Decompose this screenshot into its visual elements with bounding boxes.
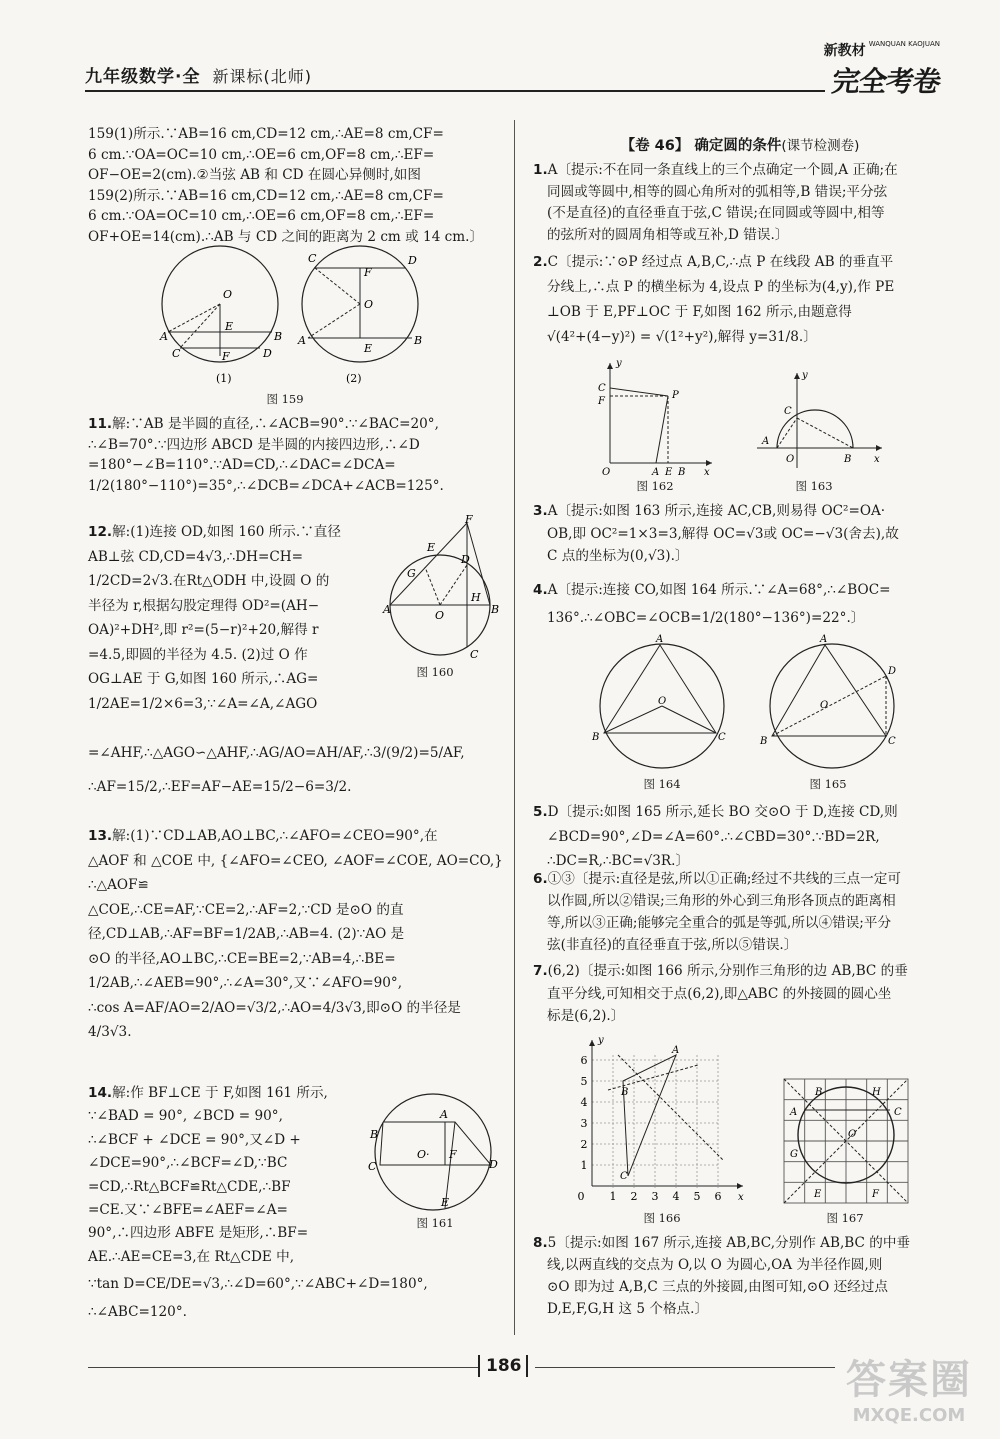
- svg-text:4: 4: [672, 1190, 680, 1203]
- brand-small: 新教材: [823, 43, 866, 59]
- svg-text:F: F: [364, 266, 372, 279]
- text-line: (6,2)〔提示:如图 166 所示,分别作三角形的边 AB,BC 的垂: [547, 963, 908, 979]
- svg-text:O: O: [658, 696, 667, 707]
- text-line: 线,以两直线的交点为 O,以 O 为圆心,OA 为半径作圆,则: [547, 1257, 883, 1273]
- svg-text:6: 6: [714, 1190, 722, 1203]
- text-line: 径,CD⊥AB,∴AF=BF=1/2AB,∴AB=4. (2)∵AO 是: [88, 926, 405, 942]
- question-11: [88, 414, 500, 496]
- svg-text:0: 0: [577, 1190, 585, 1203]
- question-number: 3.: [533, 503, 548, 519]
- svg-text:B: B: [491, 603, 500, 616]
- text-line: D〔提示:如图 165 所示,延长 BO 交⊙O 于 D,连接 CD,则: [547, 804, 898, 820]
- book-title-text: 九年级数学·全: [85, 67, 201, 87]
- question-number: 2.: [533, 254, 548, 270]
- text-line: 同圆或等圆中,相等的圆心角所对的弧相等,B 错误;平分弦: [547, 183, 888, 200]
- svg-text:P: P: [672, 390, 679, 401]
- svg-text:E: E: [364, 342, 373, 355]
- question-1: [533, 160, 953, 246]
- text-line: 分线上,∴点 P 的横坐标为 4,设点 P 的坐标为(4,y),作 PE: [547, 279, 895, 295]
- svg-text:1: 1: [580, 1159, 588, 1172]
- text-line: ∠BCD=90°,∠D=∠A=60°.∴∠CBD=30°.∵BD=2R,: [547, 828, 880, 845]
- question-12-cont: [88, 736, 503, 804]
- fig167-caption: 图 167: [826, 1211, 864, 1225]
- text-line: 半径为 r,根据勾股定理得 OD²=(AH−: [88, 597, 320, 614]
- svg-text:B: B: [370, 1128, 379, 1141]
- fig160-caption: 图 160: [416, 665, 454, 679]
- figure-162: [590, 358, 720, 478]
- watermark-url: MXQE.COM: [852, 1405, 966, 1426]
- text-line: ∴DC=R,∴BC=√3R.〕: [547, 853, 690, 869]
- figure-164: [590, 636, 735, 776]
- text-line: 以作圆,所以②错误;三角形的外心到三角形各顶点的距离相: [547, 893, 896, 909]
- svg-text:G: G: [407, 567, 416, 580]
- footer-rule-left: [88, 1367, 478, 1368]
- svg-text:C: C: [172, 347, 181, 360]
- question-6: [533, 868, 953, 956]
- svg-text:C: C: [894, 1107, 902, 1118]
- text-line: 的弦所对的圆周角相等或互补,D 错误.〕: [547, 226, 789, 243]
- text-line: ∵∠BAD = 90°, ∠BCD = 90°,: [88, 1108, 283, 1125]
- curriculum-standard: 新课标(北师): [212, 67, 312, 86]
- text-line: ∴∠ABC=120°.: [88, 1304, 187, 1320]
- text-line: OF−OE=2(cm).②当弦 AB 和 CD 在圆心异侧时,如图: [88, 167, 421, 184]
- text-line: =4.5,即圆的半径为 4.5. (2)过 O 作: [88, 646, 308, 663]
- question-number: 11.: [88, 416, 113, 432]
- text-line: AE.∴AE=CE=3,在 Rt△CDE 中,: [88, 1248, 295, 1265]
- svg-text:D: D: [888, 666, 897, 677]
- svg-text:C: C: [470, 648, 479, 661]
- svg-text:x: x: [704, 467, 710, 478]
- question-number: 8.: [533, 1235, 548, 1251]
- svg-text:F: F: [872, 1189, 879, 1200]
- text-line: ∴∠B=70°.∵四边形 ABCD 是半圆的内接四边形,∴∠D: [88, 436, 420, 453]
- question-number: 5.: [533, 804, 548, 820]
- text-line: √(4²+(4−y)²) = √(1²+y²),解得 y=31/8.〕: [547, 329, 817, 345]
- question-14: [88, 1082, 368, 1269]
- figure-160: [385, 515, 510, 665]
- svg-text:O: O: [223, 288, 233, 301]
- svg-text:O: O: [820, 700, 829, 711]
- svg-text:3: 3: [580, 1117, 588, 1130]
- text-line: 136°.∴∠OBC=∠OCB=1/2(180°−136°)=22°.〕: [547, 610, 865, 626]
- svg-text:O: O: [848, 1129, 857, 1140]
- svg-text:B: B: [592, 732, 600, 743]
- text-line: 弦(非直径)的直径垂直于弦,所以⑤错误.〕: [547, 937, 798, 953]
- svg-text:D: D: [489, 1158, 498, 1171]
- text-line: 5〔提示:如图 167 所示,连接 AB,BC,分别作 AB,BC 的中垂: [547, 1235, 911, 1251]
- text-line: =CD,∴Rt△BCF≌Rt△CDE,∴BF: [88, 1178, 291, 1195]
- text-line: OB,即 OC²=1×3=3,解得 OC=√3或 OC=−√3(舍去),故: [547, 525, 899, 542]
- svg-text:4: 4: [580, 1096, 588, 1109]
- svg-text:C: C: [784, 406, 792, 417]
- svg-text:E: E: [427, 541, 436, 554]
- svg-text:y: y: [598, 1035, 604, 1046]
- text-line: ∵tan D=CE/DE=√3,∴∠D=60°,∵∠ABC+∠D=180°,: [88, 1276, 428, 1292]
- text-line: 解:作 BF⊥CE 于 F,如图 161 所示,: [112, 1085, 328, 1101]
- text-line: 解:∵AB 是半圆的直径,∴∠ACB=90°.∵∠BAC=20°,: [112, 416, 439, 432]
- question-5: [533, 800, 953, 874]
- text-line: A〔提示:连接 CO,如图 164 所示.∵∠A=68°,∴∠BOC=: [547, 582, 891, 598]
- svg-text:2: 2: [580, 1138, 588, 1151]
- svg-text:A: A: [762, 436, 770, 447]
- footer-rule-right: [535, 1367, 835, 1368]
- text-line: =CE.又∵∠BFE=∠AEF=∠A=: [88, 1202, 288, 1219]
- svg-text:B: B: [414, 334, 423, 347]
- question-number: 4.: [533, 582, 548, 598]
- book-title: [85, 62, 312, 87]
- svg-text:D: D: [461, 553, 470, 566]
- text-line: 159(1)所示.∵AB=16 cm,CD=12 cm,∴AE=8 cm,CF=: [88, 126, 444, 142]
- svg-text:x: x: [874, 454, 880, 465]
- text-line: ∴cos A=AF/AO=2/AO=√3/2,∴AO=4/3√3,即⊙O 的半径是4/3√3.: [88, 999, 461, 1040]
- section-title-text: 【卷 46】 确定圆的条件: [620, 138, 782, 154]
- text-line: 1/2AE=1/2×6=3,∵∠A=∠A,∠AGO: [88, 695, 318, 712]
- footer-bar-right: [526, 1355, 528, 1377]
- page-number: 186: [486, 1356, 522, 1376]
- svg-text:F: F: [465, 513, 473, 526]
- text-line: A〔提示:不在同一条直线上的三个点确定一个圆,A 正确;在: [547, 162, 898, 178]
- question-number: 1.: [533, 162, 548, 178]
- svg-text:A: A: [790, 1107, 798, 1118]
- svg-text:C: C: [368, 1160, 377, 1173]
- text-line: C〔提示:∵⊙P 经过点 A,B,C,∴点 P 在线段 AB 的垂直平: [547, 254, 894, 270]
- text-line: ⊥OB 于 E,PF⊥OC 于 F,如图 162 所示,由题意得: [547, 304, 852, 320]
- column-divider: [514, 120, 515, 1335]
- svg-text:C: C: [620, 1171, 628, 1182]
- figure-161: [365, 1090, 505, 1215]
- fig159-sub2: (2): [346, 372, 362, 385]
- text-line: 等,所以③正确;能够完全重合的弧是等弧,所以④错误;平分: [547, 915, 892, 931]
- svg-text:O·: O·: [417, 1148, 430, 1161]
- svg-text:C: C: [598, 383, 606, 394]
- svg-text:B: B: [678, 467, 686, 478]
- svg-text:5: 5: [580, 1075, 588, 1088]
- figure-167: [780, 1075, 912, 1205]
- text-line: 6 cm.∵OA=OC=10 cm,∴OE=6 cm,OF=8 cm,∴EF=: [88, 146, 435, 163]
- svg-text:F: F: [598, 396, 605, 407]
- fig166-caption: 图 166: [643, 1211, 681, 1225]
- question-number: 12.: [88, 524, 113, 540]
- text-line: 1/2(180°−110°)=35°,∴∠DCB=∠DCA+∠ACB=125°.: [88, 477, 444, 494]
- svg-text:A: A: [652, 467, 660, 478]
- question-number: 7.: [533, 963, 548, 979]
- figure-163: [752, 368, 887, 473]
- section-subtitle: (课节检测卷): [781, 138, 860, 154]
- svg-text:O: O: [364, 298, 374, 311]
- text-line: =180°−∠B=110°.∵AD=CD,∴∠DAC=∠DCA=: [88, 457, 396, 474]
- text-line: 1/2AB,∴∠AEB=90°,∴∠A=30°,又∵∠AFO=90°,: [88, 975, 403, 991]
- svg-text:A: A: [383, 603, 391, 616]
- svg-text:E: E: [814, 1189, 822, 1200]
- text-line: D,E,F,G,H 这 5 个格点.〕: [547, 1301, 709, 1317]
- fig163-caption: 图 163: [795, 479, 833, 493]
- question-4: [533, 576, 953, 632]
- question-12: [88, 520, 378, 716]
- svg-text:5: 5: [693, 1190, 701, 1203]
- text-line: OG⊥AE 于 G,如图 160 所示,∴AG=: [88, 671, 319, 687]
- fig159-caption: 图 159: [266, 392, 304, 406]
- text-line: 1/2CD=2√3.在Rt△ODH 中,设圆 O 的: [88, 573, 330, 589]
- question-2: [533, 250, 953, 350]
- text-line: 解:(1)连接 OD,如图 160 所示.∵直径: [112, 524, 341, 540]
- text-line: ①③〔提示:直径是弦,所以①正确;经过不共线的三点一定可: [547, 871, 901, 887]
- question-13: [88, 824, 503, 1045]
- text-line: A〔提示:如图 163 所示,连接 AC,CB,则易得 OC²=OA·: [547, 503, 886, 519]
- svg-text:D: D: [263, 347, 272, 360]
- text-line: 直平分线,可知相交于点(6,2),即△ABC 的外接圆的圆心坐: [547, 985, 892, 1002]
- svg-text:O: O: [786, 454, 795, 465]
- question-7: [533, 960, 953, 1028]
- figure-159: [160, 246, 423, 406]
- svg-text:C: C: [888, 736, 896, 747]
- question-3: [533, 500, 953, 568]
- watermark-main: 答案圈: [846, 1357, 972, 1403]
- svg-text:G: G: [790, 1149, 798, 1160]
- svg-text:6: 6: [580, 1054, 588, 1067]
- figure-165: [760, 636, 905, 776]
- text-line: △AOF 和 △COE 中, {∠AFO=∠CEO, ∠AOF=∠COE, AO=CO,} ∴△AOF≌: [88, 852, 503, 893]
- svg-text:F: F: [449, 1148, 457, 1161]
- svg-text:F: F: [222, 350, 230, 363]
- question-number: 13.: [88, 828, 113, 844]
- footer-bar-left: [478, 1355, 480, 1377]
- svg-text:A: A: [656, 634, 664, 645]
- svg-text:B: B: [621, 1087, 629, 1098]
- left-intro: [88, 124, 498, 248]
- text-line: △COE,∴CE=AF,∵CE=2,∴AF=2,∵CD 是⊙O 的直: [88, 901, 404, 918]
- svg-text:3: 3: [651, 1190, 659, 1203]
- question-8: [533, 1232, 953, 1320]
- section-title: [530, 134, 950, 155]
- text-line: (不是直径)的直径垂直于弦,C 错误;在同圆或等圆中,相等: [547, 205, 885, 221]
- svg-text:D: D: [408, 254, 417, 267]
- fig161-caption: 图 161: [416, 1216, 454, 1230]
- svg-text:C: C: [308, 252, 317, 265]
- figure-166: [568, 1035, 748, 1215]
- fig162-caption: 图 162: [636, 479, 674, 493]
- question-14-cont: [88, 1270, 503, 1326]
- svg-text:y: y: [802, 370, 808, 381]
- svg-text:O: O: [435, 609, 445, 622]
- text-line: AB⊥弦 CD,CD=4√3,∴DH=CH=: [88, 548, 304, 565]
- svg-text:C: C: [718, 732, 726, 743]
- svg-text:y: y: [616, 358, 622, 369]
- text-line: 90°,∴四边形 ABFE 是矩形,∴BF=: [88, 1225, 309, 1242]
- svg-text:H: H: [471, 591, 481, 604]
- brand-en: WANQUAN KAOJUAN: [868, 40, 940, 48]
- svg-text:B: B: [815, 1087, 823, 1098]
- brand-logo: [823, 40, 943, 100]
- fig165-caption: 图 165: [809, 777, 847, 791]
- svg-text:1: 1: [609, 1190, 617, 1203]
- svg-text:B: B: [760, 736, 768, 747]
- question-number: 6.: [533, 871, 548, 887]
- svg-text:B: B: [274, 330, 283, 343]
- svg-text:A: A: [820, 634, 828, 645]
- question-number: 14.: [88, 1085, 113, 1101]
- text-line: OF+OE=14(cm).∴AB 与 CD 之间的距离为 2 cm 或 14 cm.〕: [88, 228, 484, 245]
- svg-text:A: A: [440, 1108, 448, 1121]
- watermark: [846, 1348, 972, 1426]
- fig159-sub1: (1): [216, 372, 232, 385]
- svg-text:A: A: [672, 1045, 680, 1056]
- text-line: 标是(6,2).〕: [547, 1008, 625, 1024]
- svg-text:x: x: [738, 1192, 744, 1203]
- svg-text:B: B: [844, 454, 852, 465]
- text-line: 解:(1)∵CD⊥AB,AO⊥BC,∴∠AFO=∠CEO=90°,在: [112, 828, 438, 844]
- text-line: =∠AHF,∴△AGO∽△AHF,∴AG/AO=AH/AF,∴3/(9/2)=5/AF,: [88, 745, 465, 761]
- svg-text:O: O: [602, 467, 611, 478]
- text-line: 6 cm.∵OA=OC=10 cm,∴OE=6 cm,OF=8 cm,∴EF=: [88, 208, 435, 225]
- brand-big: 完全考卷: [829, 65, 943, 98]
- text-line: ∴AF=15/2,∴EF=AF−AE=15/2−6=3/2.: [88, 779, 352, 795]
- text-line: 159(2)所示.∵AB=16 cm,CD=12 cm,∴AE=8 cm,CF=: [88, 187, 444, 204]
- text-line: OA)²+DH²,即 r²=(5−r)²+20,解得 r: [88, 622, 319, 638]
- svg-text:A: A: [298, 334, 306, 347]
- fig164-caption: 图 164: [643, 777, 681, 791]
- svg-text:A: A: [160, 330, 168, 343]
- svg-text:E: E: [665, 467, 673, 478]
- svg-text:H: H: [872, 1087, 881, 1098]
- text-line: ∠DCE=90°,∴∠BCF=∠D,∵BC: [88, 1155, 288, 1172]
- svg-text:2: 2: [630, 1190, 638, 1203]
- svg-text:E: E: [225, 320, 234, 333]
- text-line: ⊙O 的半径,AO⊥BC,∴CE=BE=2,∵AB=4,∴BE=: [88, 950, 396, 967]
- svg-text:E: E: [441, 1196, 450, 1209]
- text-line: ⊙O 即为过 A,B,C 三点的外接圆,由图可知,⊙O 还经过点: [547, 1279, 888, 1295]
- text-line: ∴∠BCF + ∠DCE = 90°,又∠D +: [88, 1131, 301, 1148]
- header-rule: [85, 90, 825, 92]
- text-line: C 点的坐标为(0,√3).〕: [547, 548, 689, 564]
